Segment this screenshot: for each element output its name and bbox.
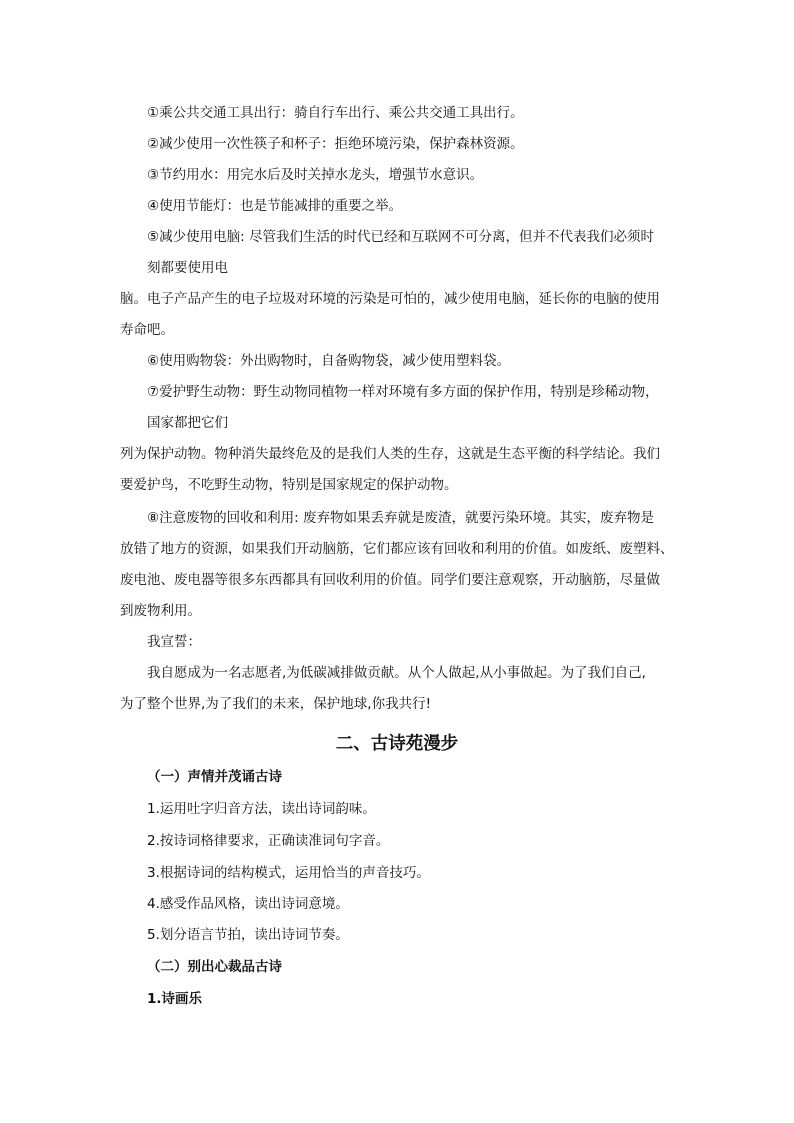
list-item: 5.划分语言节拍，读出诗词节奏。 <box>147 927 349 943</box>
list-item: 3.根据诗词的结构模式，运用恰当的声音技巧。 <box>147 865 430 881</box>
text-line: 国家都把它们 <box>147 415 228 431</box>
text-line: 为了整个世界,为了我们的未来，保护地球,你我共行! <box>120 696 431 712</box>
text-line: ②减少使用一次性筷子和杯子：拒绝环境污染，保护森林资源。 <box>147 136 524 152</box>
text-line: ⑦爱护野生动物：野生动物同植物一样对环境有多方面的保护作用，特别是珍稀动物， <box>147 384 659 400</box>
text-line: 放错了地方的资源，如果我们开动脑筋，它们都应该有回收和利用的价值。如废纸、废塑料、 <box>120 541 674 557</box>
text-line: 废电池、废电器等很多东西都具有回收利用的价值。同学们要注意观察，开动脑筋，尽量做 <box>120 572 660 588</box>
list-item: 4.感受作品风格，读出诗词意境。 <box>147 896 349 912</box>
subsection-title: （二）别出心裁品古诗 <box>147 959 282 975</box>
text-line: ④使用节能灯：也是节能减排的重要之举。 <box>147 198 403 214</box>
section-heading: 二、古诗苑漫步 <box>335 734 459 754</box>
list-item: 1.运用吐字归音方法，读出诗词韵味。 <box>147 801 376 817</box>
list-item: 2.按诗词格律要求，正确读准词句字音。 <box>147 833 390 849</box>
subsection-title: （一）声情并茂诵古诗 <box>147 769 282 785</box>
text-line: ③节约用水：用完水后及时关掉水龙头，增强节水意识。 <box>147 167 484 183</box>
text-line: 我自愿成为一名志愿者,为低碳减排做贡献。从个人做起,从小事做起。为了我们自己, <box>147 665 646 681</box>
text-line: 脑。电子产品产生的电子垃圾对环境的污染是可怕的，减少使用电脑，延长你的电脑的使用 <box>120 291 660 307</box>
text-line: 列为保护动物。物种消失最终危及的是我们人类的生存，这就是生态平衡的科学结论。我们 <box>120 446 660 462</box>
text-line: 刻都要使用电 <box>147 260 228 276</box>
text-line: ⑥使用购物袋：外出购物时，自备购物袋，减少使用塑料袋。 <box>147 353 511 369</box>
text-line: 我宣誓： <box>147 634 201 650</box>
text-line: 要爱护鸟，不吃野生动物，特别是国家规定的保护动物。 <box>120 477 458 493</box>
subsection-item: 1.诗画乐 <box>147 991 203 1007</box>
text-line: ①乘公共交通工具出行：骑自行车出行、乘公共交通工具出行。 <box>147 105 524 121</box>
text-line: ⑧注意废物的回收和利用: 废弃物如果丢弃就是废渣，就要污染环境。其实，废弃物是 <box>147 510 654 526</box>
text-line: ⑤减少使用电脑: 尽管我们生活的时代已经和互联网不可分离，但并不代表我们必须时 <box>147 229 654 245</box>
text-line: 到废物利用。 <box>120 603 201 619</box>
text-line: 寿命吧。 <box>120 322 174 338</box>
